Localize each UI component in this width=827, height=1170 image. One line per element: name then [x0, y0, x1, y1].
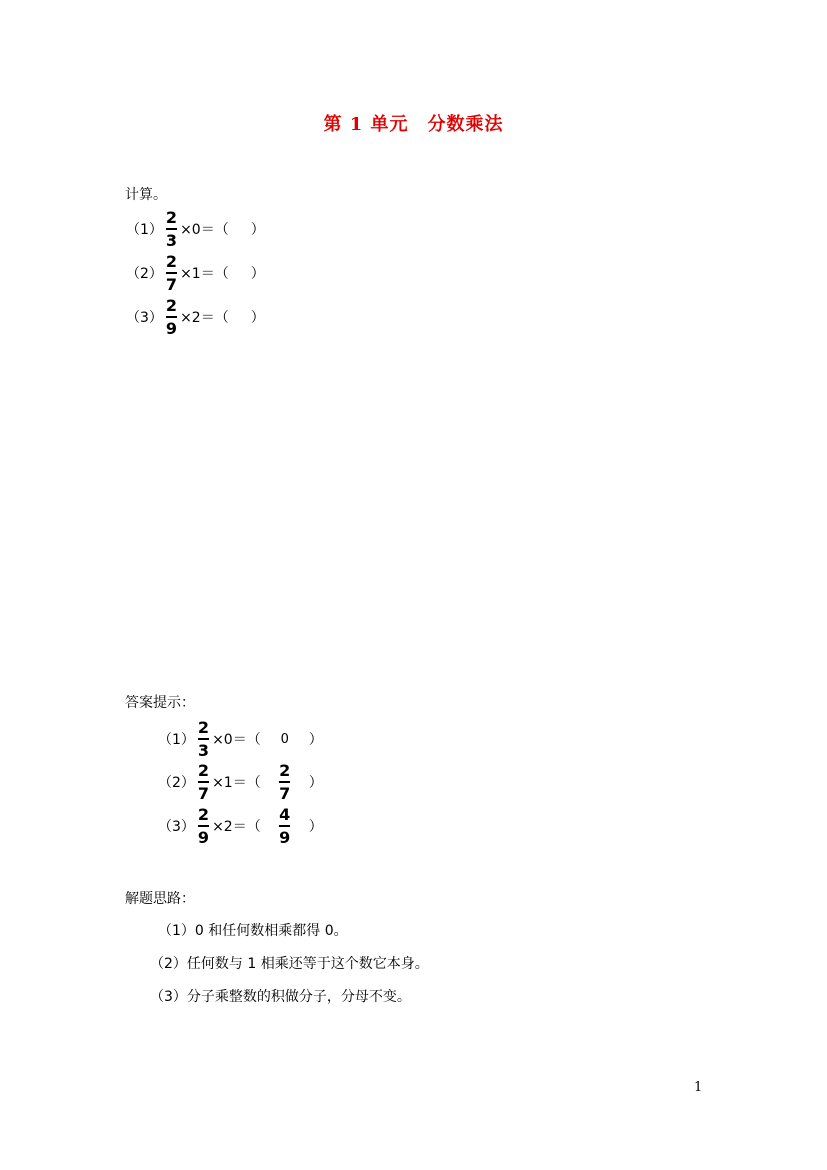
left-paren: （: [214, 310, 229, 326]
right-paren: ）: [250, 266, 265, 282]
operation: ×1＝: [180, 266, 215, 282]
problem-3: [126, 296, 265, 338]
left-paren: （: [214, 222, 229, 238]
numerator: 2: [165, 208, 178, 228]
page-title: 第 1 单元 分数乘法: [323, 114, 504, 135]
denominator: 9: [165, 318, 178, 338]
fraction: [166, 297, 177, 337]
problem-index: （1）: [158, 732, 195, 748]
hint-2: （2）任何数与 1 相乘还等于这个数它本身。: [150, 956, 429, 972]
answer-value: [261, 762, 309, 802]
problem-index: （3）: [126, 310, 163, 326]
fraction-bar: [198, 738, 209, 740]
denominator: 7: [165, 274, 178, 294]
answer-fraction: [279, 762, 290, 802]
problem-index: （2）: [126, 266, 163, 282]
denominator: 9: [279, 827, 291, 847]
fraction-bar: [198, 781, 209, 783]
answer-value: [261, 806, 309, 846]
right-paren: ）: [308, 819, 323, 835]
numerator: 4: [279, 805, 291, 825]
left-paren: （: [246, 819, 261, 835]
answer-value: [261, 732, 309, 747]
operation: ×1＝: [212, 775, 247, 791]
fraction: [198, 719, 209, 759]
operation: ×0＝: [212, 732, 247, 748]
left-paren: （: [214, 266, 229, 282]
answer-fraction: [279, 806, 290, 846]
fraction: [198, 806, 209, 846]
numerator: 2: [165, 296, 178, 316]
operation: ×2＝: [212, 819, 247, 835]
answer-3: [158, 805, 323, 847]
numerator: 2: [165, 252, 178, 272]
section-answers-label: 答案提示：: [125, 695, 195, 711]
fraction-bar: [198, 825, 209, 827]
page-number: 1: [694, 1080, 703, 1095]
denominator: 9: [197, 827, 210, 847]
problem-2: [126, 252, 265, 294]
numerator: 2: [197, 718, 210, 738]
fraction: [166, 209, 177, 249]
problem-index: （3）: [158, 819, 195, 835]
fraction-bar: [166, 228, 177, 230]
right-paren: ）: [308, 732, 323, 748]
denominator: 7: [279, 783, 291, 803]
fraction-bar: [279, 781, 290, 783]
numerator: 2: [197, 805, 210, 825]
section-calc-label: 计算。: [125, 187, 167, 203]
fraction: [166, 253, 177, 293]
problem-index: （1）: [126, 222, 163, 238]
left-paren: （: [246, 732, 261, 748]
fraction: [198, 762, 209, 802]
numerator: 2: [279, 761, 291, 781]
answer-1: [158, 718, 323, 760]
operation: ×2＝: [180, 310, 215, 326]
answer-text: 0: [280, 731, 289, 747]
left-paren: （: [246, 775, 261, 791]
denominator: 3: [197, 740, 210, 760]
hint-3: （3）分子乘整数的积做分子，分母不变。: [150, 989, 411, 1005]
fraction-bar: [166, 316, 177, 318]
operation: ×0＝: [180, 222, 215, 238]
hint-1: （1）0 和任何数相乘都得 0。: [158, 923, 348, 939]
right-paren: ）: [250, 222, 265, 238]
fraction-bar: [279, 825, 290, 827]
fraction-bar: [166, 272, 177, 274]
answer-2: [158, 761, 323, 803]
right-paren: ）: [308, 775, 323, 791]
section-hint-label: 解题思路：: [125, 891, 195, 907]
denominator: 7: [197, 783, 210, 803]
right-paren: ）: [250, 310, 265, 326]
problem-index: （2）: [158, 775, 195, 791]
problem-1: [126, 208, 265, 250]
denominator: 3: [165, 230, 178, 250]
numerator: 2: [197, 761, 210, 781]
